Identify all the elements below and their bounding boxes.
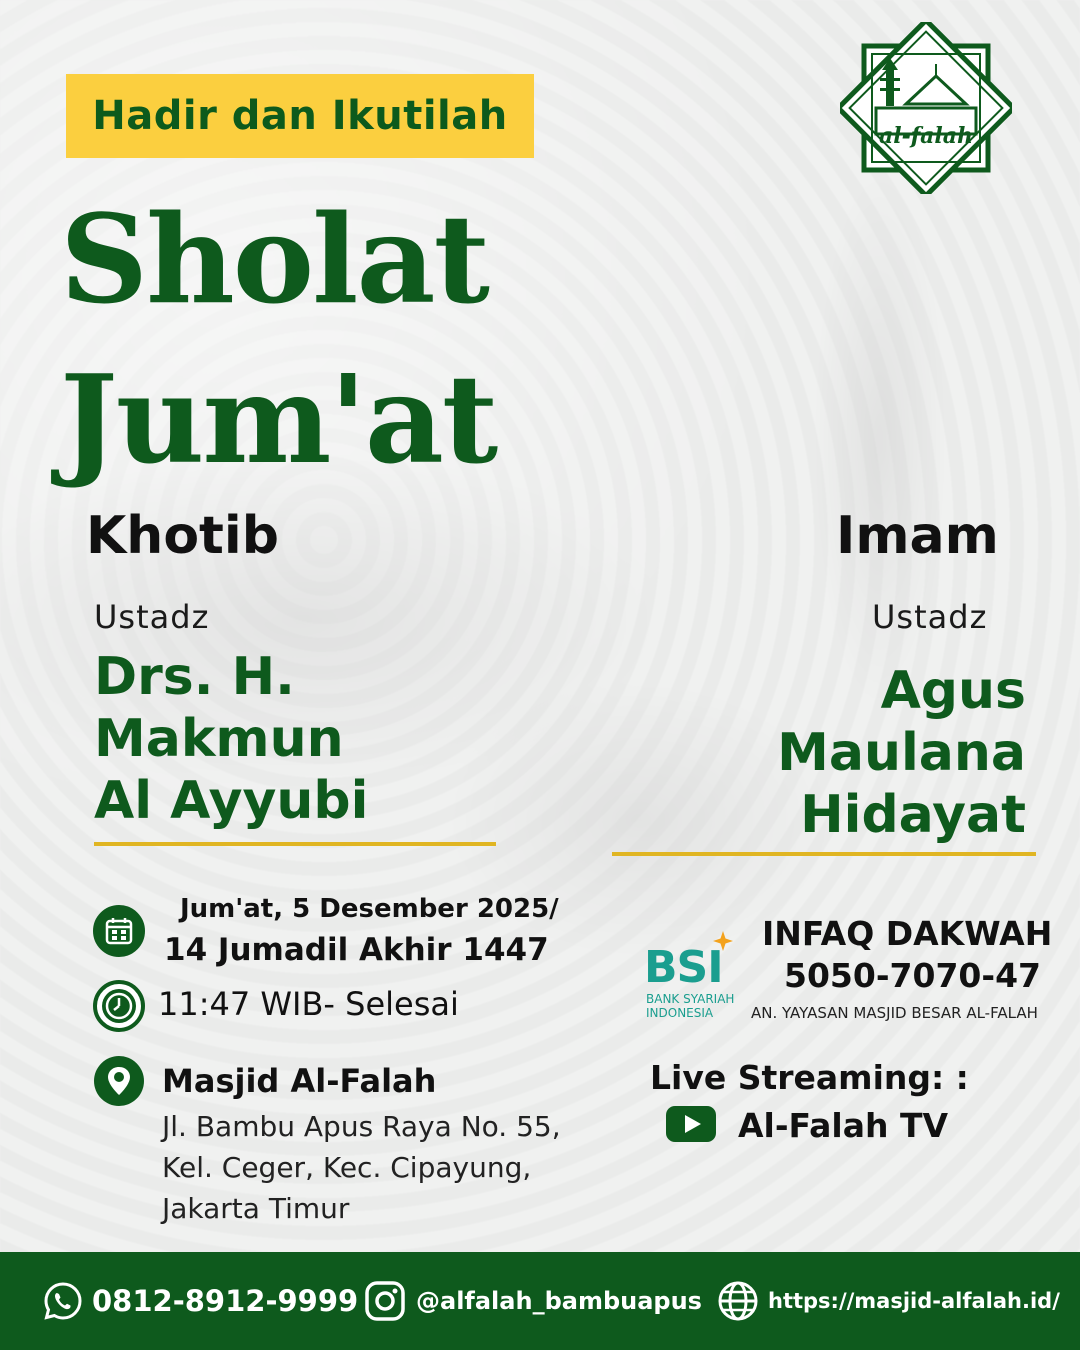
footer-bar [0,1252,1080,1350]
infaq-holder: AN. YAYASAN MASJID BESAR AL-FALAH [751,1004,1038,1022]
imam-name-line: Agus [880,661,1026,721]
imam-role: Imam [836,506,999,566]
footer-website[interactable] [716,1252,1060,1350]
imam-name [777,660,1026,846]
streaming-channel: Al-Falah TV [738,1106,949,1145]
banner-text: Hadir dan Ikutilah [92,93,508,139]
bsi-logo [644,938,754,1028]
title-line-2: Jum'at [60,347,497,491]
youtube-icon [666,1106,716,1142]
bsi-subtitle [646,992,734,1020]
khotib-name [94,646,368,832]
khotib-name-line: Makmun [94,709,344,769]
bsi-subtitle-line: BANK SYARIAH [646,992,735,1006]
footer-phone[interactable] [42,1252,358,1350]
instagram-handle: @alfalah_bambuapus [416,1287,702,1315]
bsi-subtitle-line: INDONESIA [646,1006,714,1020]
whatsapp-icon [42,1280,84,1322]
al-falah-logo [840,22,1012,194]
time-text: 11:47 WIB- Selesai [158,985,459,1023]
date-hijri: 14 Jumadil Akhir 1447 [164,932,549,968]
infaq-label: INFAQ DAKWAH [762,914,1053,953]
bsi-letters: BSI [644,942,723,993]
logo-text: al-falah [878,123,974,149]
globe-icon [716,1279,760,1323]
calendar-icon [93,905,145,957]
invite-banner [66,74,534,158]
venue-address [162,1106,561,1229]
venue-name: Masjid Al-Falah [162,1062,437,1100]
location-pin-icon [94,1056,144,1106]
address-line: Jakarta Timur [162,1192,350,1225]
instagram-icon [364,1280,406,1322]
khotib-honorific: Ustadz [94,598,210,636]
imam-divider [612,852,1036,856]
date-gregorian: Jum'at, 5 Desember 2025/ [180,894,559,924]
title-line-1: Sholat [60,187,488,331]
infaq-account: 5050-7070-47 [784,956,1042,995]
imam-honorific: Ustadz [872,598,988,636]
khotib-name-line: Al Ayyubi [94,771,369,831]
clock-icon [93,980,145,1032]
imam-name-line: Maulana [777,723,1026,783]
address-line: Kel. Ceger, Kec. Cipayung, [162,1151,532,1184]
khotib-role: Khotib [86,506,279,566]
star-icon [712,930,734,952]
address-line: Jl. Bambu Apus Raya No. 55, [162,1110,561,1143]
khotib-name-line: Drs. H. [94,647,295,707]
streaming-label: Live Streaming: : [650,1058,969,1097]
khotib-divider [94,842,496,846]
phone-number: 0812-8912-9999 [92,1284,359,1318]
footer-instagram[interactable] [364,1252,702,1350]
website-url: https://masjid-alfalah.id/ [768,1289,1060,1313]
imam-name-line: Hidayat [800,785,1026,845]
